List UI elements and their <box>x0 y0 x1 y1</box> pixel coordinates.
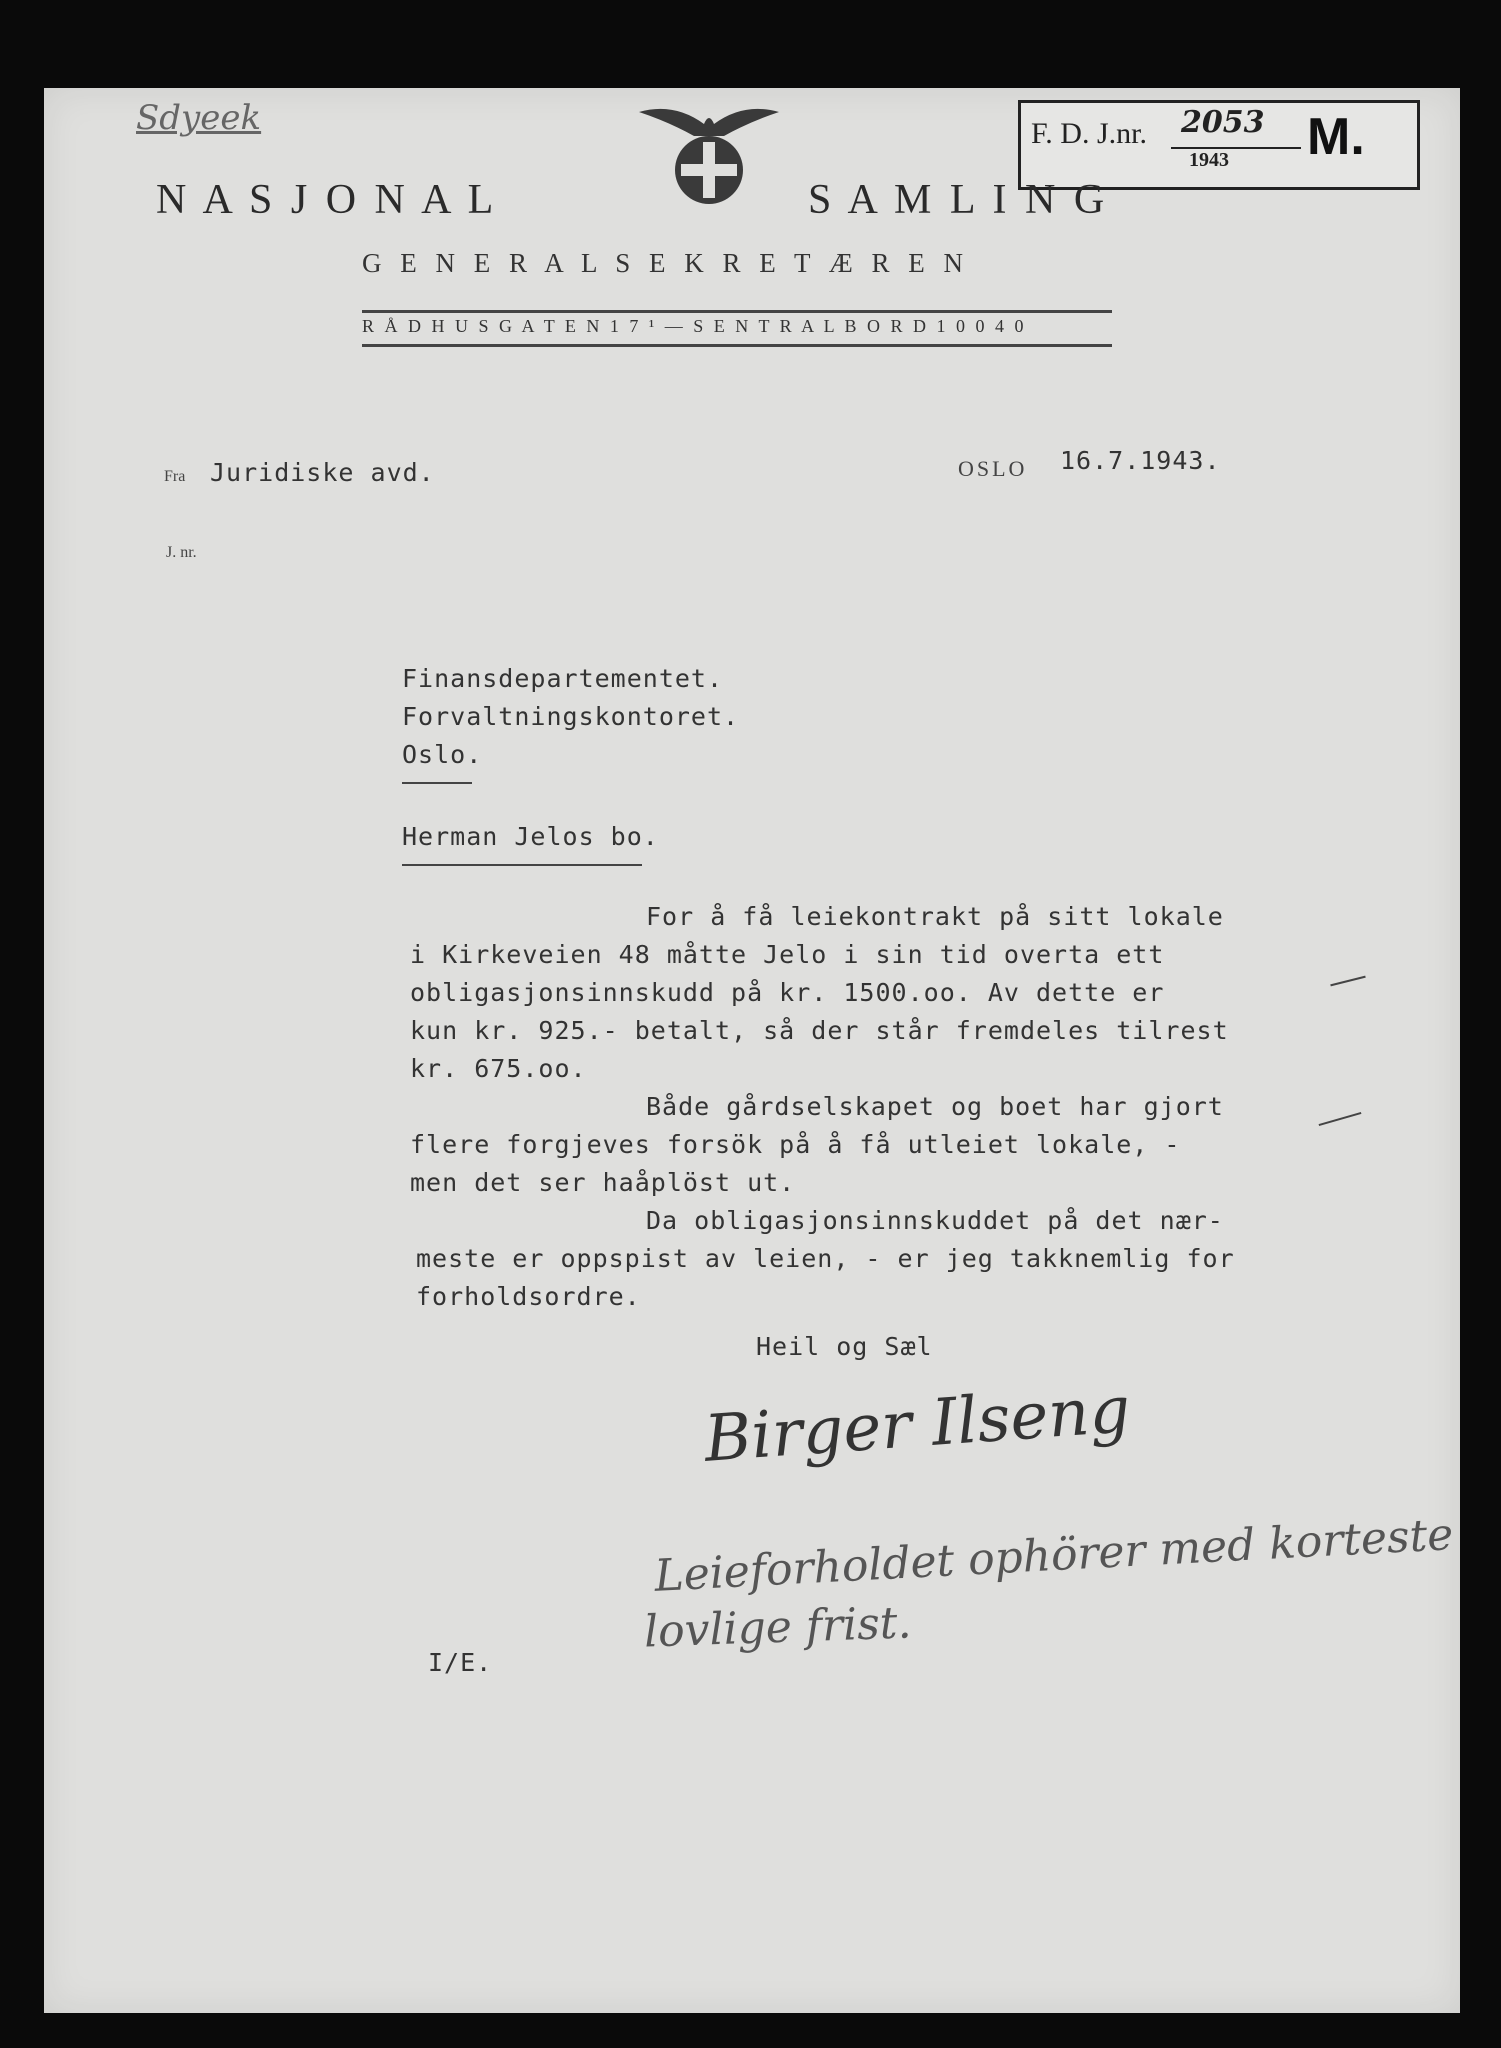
address-line: R Å D H U S G A T E N 1 7 ¹ — S E N T R A L B O R D 1 0 0 4 0 <box>362 316 1027 336</box>
recipient-line-1: Finansdepartementet. <box>402 664 724 693</box>
eagle-emblem-icon <box>629 92 789 222</box>
letter-page <box>44 88 1460 2013</box>
recipient-line-3: Oslo. <box>402 740 483 769</box>
org-name-left: N A S J O N A L <box>156 177 498 223</box>
stamp-number: 2053 <box>1181 105 1265 140</box>
body-line: Både gårdselskapet og boet har gjort <box>646 1092 1224 1121</box>
signature: Birger Ilseng <box>701 1373 1133 1477</box>
body-line: forholdsordre. <box>416 1282 641 1311</box>
office-title: G E N E R A L S E K R E T Æ R E N <box>362 248 970 278</box>
closing-salutation: Heil og Sæl <box>756 1332 933 1361</box>
body-line: kr. 675.oo. <box>410 1054 587 1083</box>
city-label: OSLO <box>958 456 1028 481</box>
body-line: For å få leiekontrakt på sitt lokale <box>646 902 1224 931</box>
stamp-year: 1943 <box>1189 149 1229 171</box>
handwritten-note-line-2: lovlige frist. <box>643 1597 913 1658</box>
stamp-prefix: F. D. J.nr. <box>1031 117 1147 150</box>
letter-date: 16.7.1943. <box>1060 446 1221 475</box>
jnr-label: J. nr. <box>166 544 197 561</box>
recipient-line-2: Forvaltningskontoret. <box>402 702 740 731</box>
stamp-code: M. <box>1307 108 1365 166</box>
body-line: kun kr. 925.- betalt, så der står fremdeles tilrest <box>410 1016 1229 1045</box>
margin-note: Sdyeek <box>136 98 262 138</box>
margin-tick <box>1319 1112 1362 1126</box>
from-department: Juridiske avd. <box>210 458 435 487</box>
from-label: Fra <box>164 468 186 485</box>
margin-tick <box>1330 976 1365 987</box>
subject-line: Herman Jelos bo. <box>402 822 659 851</box>
body-line: men det ser haåplöst ut. <box>410 1168 796 1197</box>
handwritten-note-line-1: Leieforholdet ophörer med korteste <box>653 1509 1455 1602</box>
body-line: i Kirkeveien 48 måtte Jelo i sin tid overta ett <box>410 940 1165 969</box>
typist-initials: I/E. <box>428 1648 493 1677</box>
body-line: flere forgjeves forsök på å få utleiet lokale, - <box>410 1130 1181 1159</box>
body-line: Da obligasjonsinnskuddet på det nær- <box>646 1206 1224 1235</box>
org-name-right: S A M L I N G <box>808 177 1109 223</box>
body-line: meste er oppspist av leien, - er jeg takknemlig for <box>416 1244 1235 1273</box>
body-line: obligasjonsinnskudd på kr. 1500.oo. Av dette er <box>410 978 1165 1007</box>
